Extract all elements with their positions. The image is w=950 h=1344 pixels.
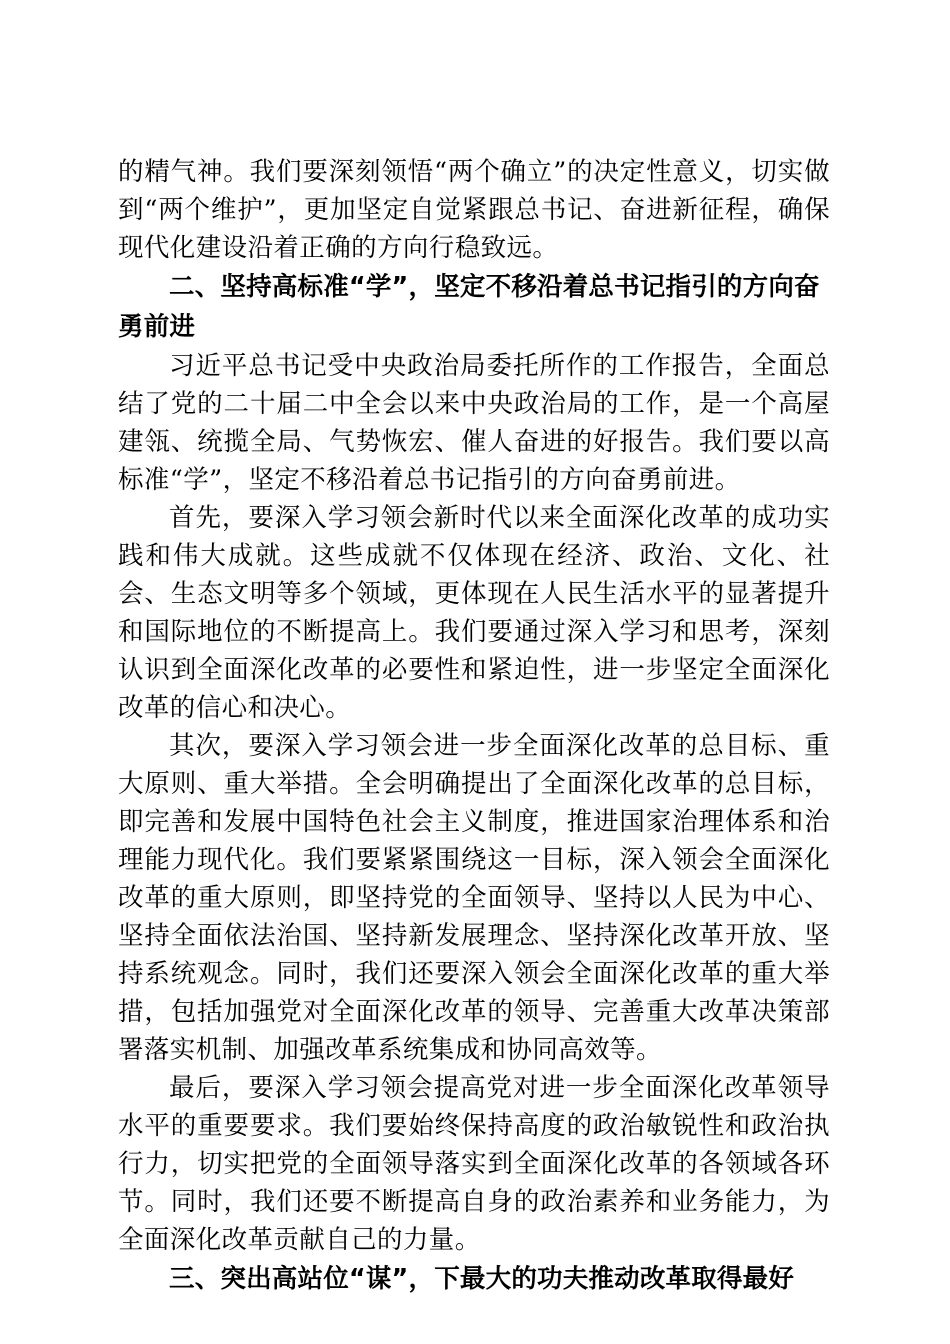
paragraph-last: 最后，要深入学习领会提高党对进一步全面深化改革领导水平的重要要求。我们要始终保持高度的政治敏锐性和政治执行力，切实把党的全面领导落实到全面深化改革的各领域各环节。同时，我们还要不断提高自身的政治素养和业务能力，为全面深化改革贡献自己的力量。 (118, 1073, 830, 1255)
section-heading-2: 二、坚持高标准“学”，坚定不移沿着总书记指引的方向奋勇前进 (118, 272, 820, 342)
section-heading-3: 三、突出高站位“谋”，下最大的功夫推动改革取得最好 (169, 1264, 795, 1294)
paragraph-first: 首先，要深入学习领会新时代以来全面深化改革的成功实践和伟大成就。这些成就不仅体现在经济、政治、文化、社会、生态文明等多个领域，更体现在人民生活水平的显著提升和国际地位的不断提高上。我们要通过深入学习和思考，深刻认识到全面深化改革的必要性和紧迫性，进一步坚定全面深化改革的信心和决心。 (118, 503, 830, 723)
document-body (118, 153, 830, 1299)
paragraph-report-summary: 习近平总书记受中央政治局委托所作的工作报告，全面总结了党的二十届二中全会以来中央政治局的工作，是一个高屋建瓴、统揽全局、气势恢宏、催人奋进的好报告。我们要以高标准“学”，坚定不移沿着总书记指引的方向奋勇前进。 (118, 351, 830, 495)
paragraph-continuation: 的精气神。我们要深刻领悟“两个确立”的决定性意义，切实做到“两个维护”，更加坚定自觉紧跟总书记、奋进新征程，确保现代化建设沿着正确的方向行稳致远。 (118, 157, 830, 263)
paragraph-second: 其次，要深入学习领会进一步全面深化改革的总目标、重大原则、重大举措。全会明确提出了全面深化改革的总目标，即完善和发展中国特色社会主义制度，推进国家治理体系和治理能力现代化。我们要紧紧围绕这一目标，深入领会全面深化改革的重大原则，即坚持党的全面领导、坚持以人民为中心、坚持全面依法治国、坚持新发展理念、坚持深化改革开放、坚持系统观念。同时，我们还要深入领会全面深化改革的重大举措，包括加强党对全面深化改革的领导、完善重大改革决策部署落实机制、加强改革系统集成和协同高效等。 (118, 731, 830, 1065)
